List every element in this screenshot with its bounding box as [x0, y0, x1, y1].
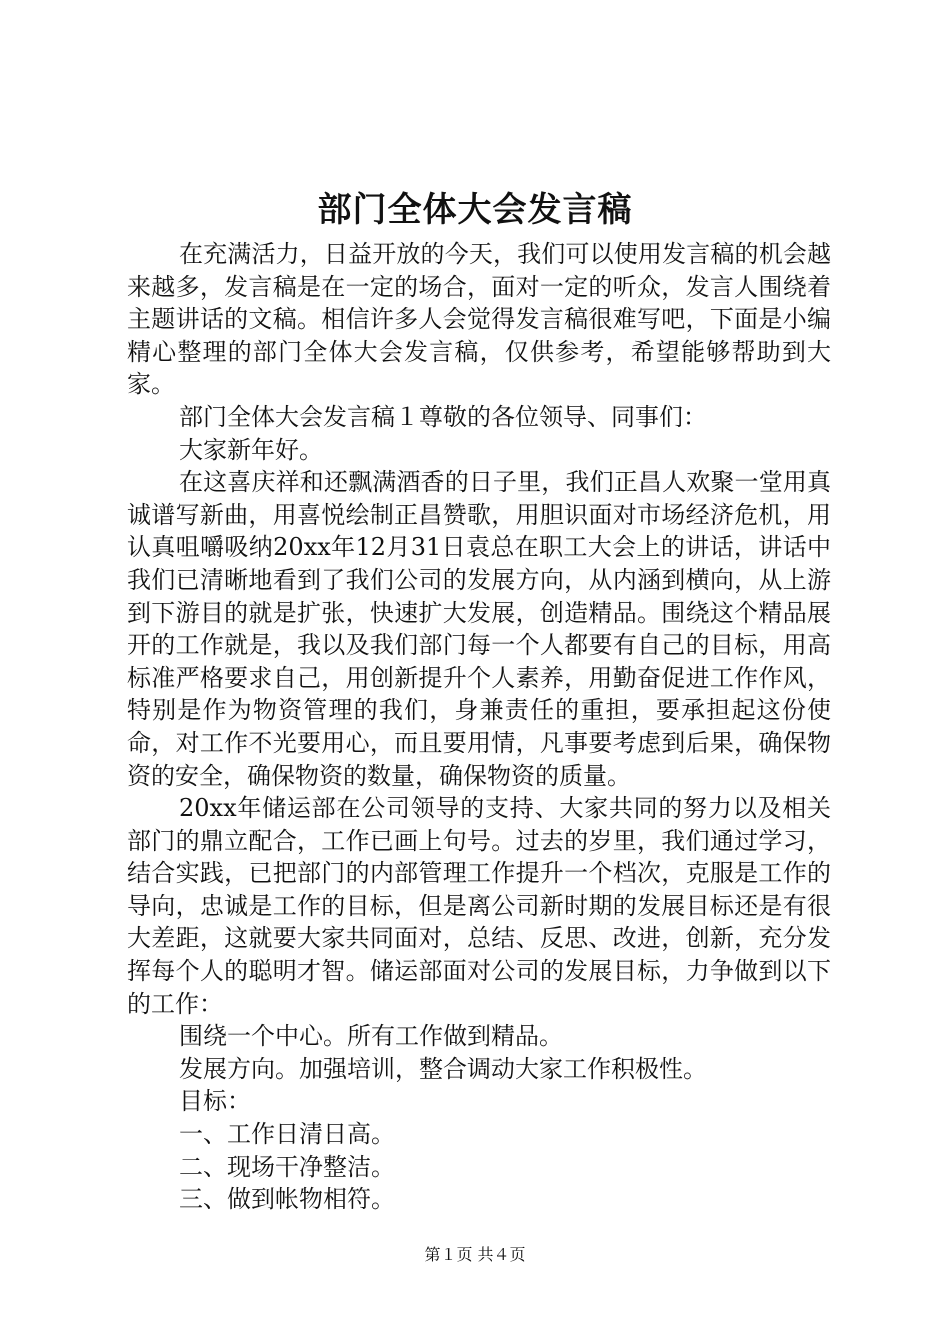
list-item: 二、现场干净整洁。 [179, 1152, 395, 1181]
paragraph-goals-heading: 目标： [179, 1087, 251, 1116]
paragraph-salutation: 部门全体大会发言稿１尊敬的各位领导、同事们： [179, 402, 707, 431]
page-footer: 第１页 共４页 [424, 1245, 526, 1264]
document-body [127, 238, 831, 1216]
paragraph-body-2: 20xx年储运部在公司领导的支持、大家共同的努力以及相关部门的鼎立配合，工作已画上句号。过去的岁里，我们通过学习，结合实践，已把部门的内部管理工作提升一个档次，克服是工作的导向，忠诚是工作的目标，但是离公司新时期的发展目标还是有很大差距，这就要大家共同面对，总结、反思、改进，创新，充分发挥每个人的聪明才智。储运部面对公司的发展目标，力争做到以下的工作： [127, 794, 831, 1018]
paragraph-body-1: 在这喜庆祥和还飘满酒香的日子里，我们正昌人欢聚一堂用真诚谱写新曲，用喜悦绘制正昌赞歌，用胆识面对市场经济危机，用认真咀嚼吸纳20xx年12月31日袁总在职工大会上的讲话，讲话中我们已清晰地看到了我们公司的发展方向，从内涵到横向，从上游到下游目的就是扩张，快速扩大发展，创造精品。围绕这个精品展开的工作就是，我以及我们部门每一个人都要有自己的目标，用高标准严格要求自己，用创新提升个人素养，用勤奋促进工作作风，特别是作为物资管理的我们，身兼责任的重担，要承担起这份使命，对工作不光要用心，而且要用情，凡事要考虑到后果，确保物资的安全，确保物资的数量，确保物资的质量。 [127, 468, 831, 790]
paragraph-center: 围绕一个中心。所有工作做到精品。 [179, 1022, 563, 1051]
paragraph-direction: 发展方向。加强培训，整合调动大家工作积极性。 [179, 1054, 707, 1083]
list-item: 三、做到帐物相符。 [179, 1185, 395, 1214]
paragraph-intro: 在充满活力，日益开放的今天，我们可以使用发言稿的机会越来越多，发言稿是在一定的场合，面对一定的听众，发言人围绕着主题讲话的文稿。相信许多人会觉得发言稿很难写吧，下面是小编精心整理的部门全体大会发言稿，仅供参考，希望能够帮助到大家。 [127, 240, 831, 399]
list-item: 一、工作日清日高。 [179, 1120, 395, 1149]
document-title: 部门全体大会发言稿 [317, 190, 633, 230]
paragraph-greeting: 大家新年好。 [179, 435, 323, 464]
